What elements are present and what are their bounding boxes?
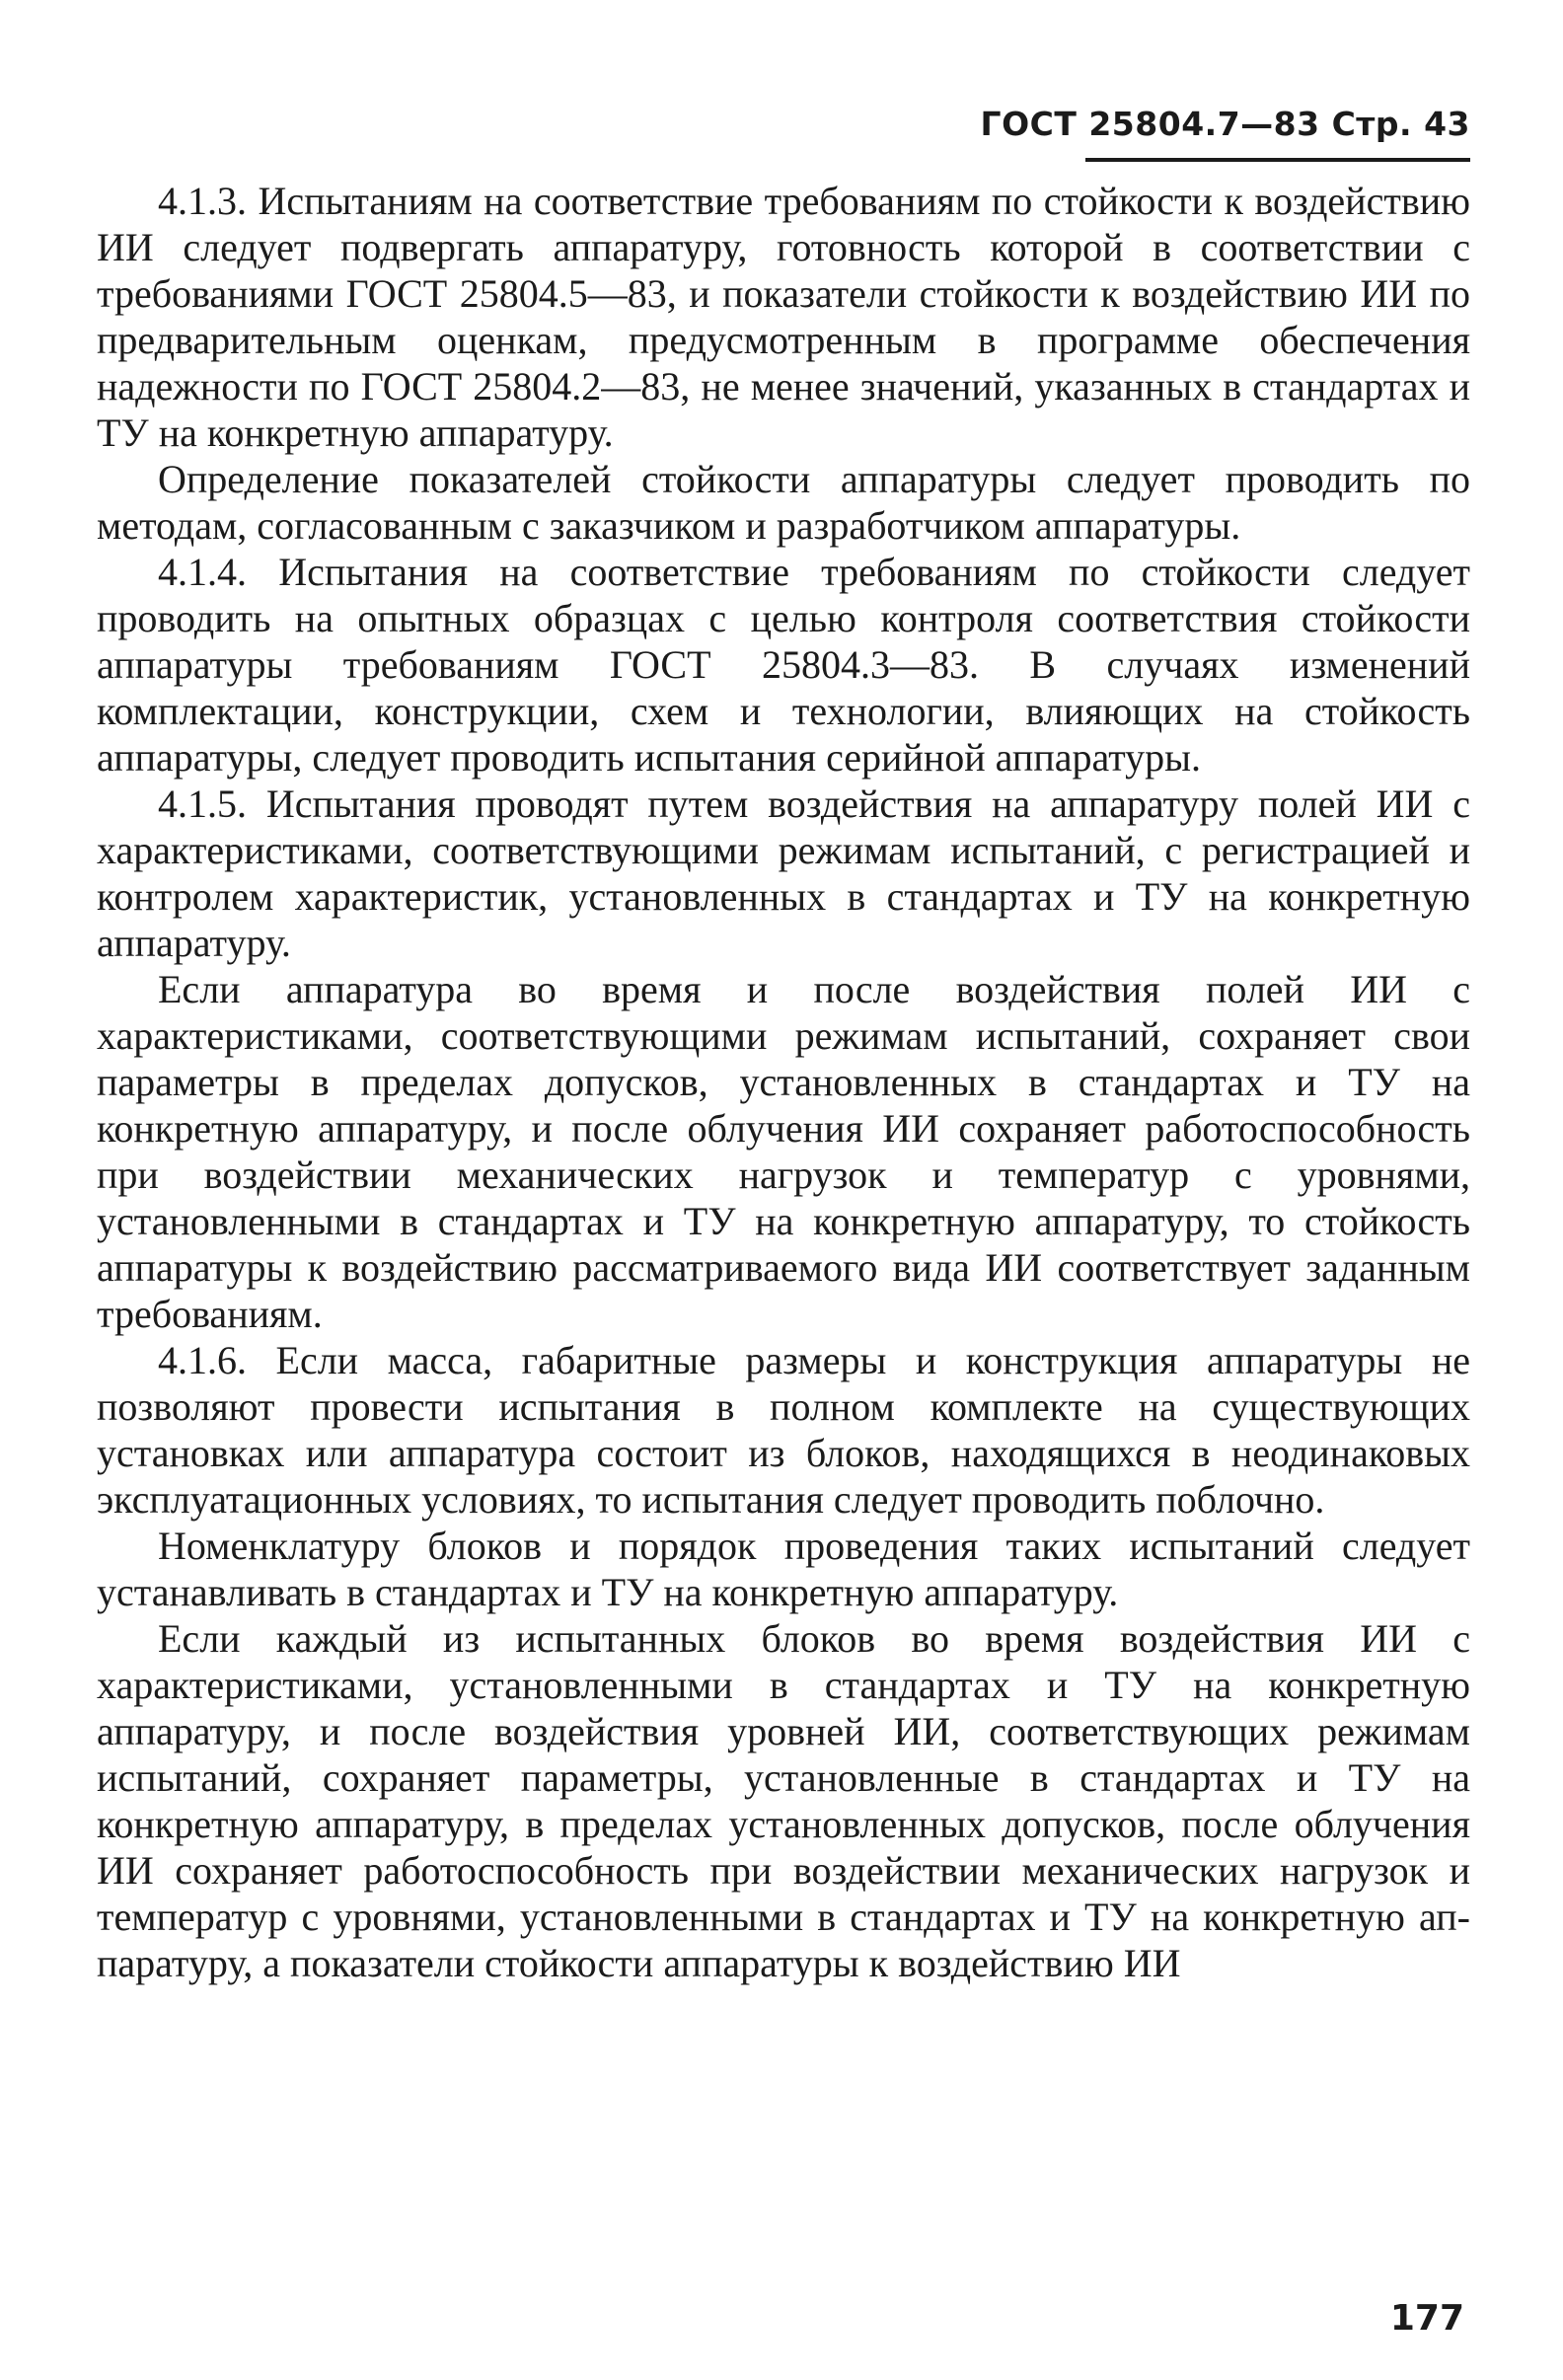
header-rule: [1085, 158, 1470, 162]
paragraph-definition: Определение показателей стойкости аппаратуры следует проводить по методам, согласованным с заказчиком и разработчиком аппаратуры.: [97, 457, 1470, 548]
body-text: [97, 178, 1470, 1986]
paragraph-4-1-5: 4.1.5. Испытания проводят путем воздействия на аппаратуру полей ИИ с характеристиками, соответствующими режимам испытаний, с регистрацией и контролем характеристик, установленных в стандартах и ТУ на конкретную аппаратуру.: [97, 781, 1470, 965]
paragraph-4-1-4: 4.1.4. Испытания на соответствие требованиям по стойкости следует проводить на опытных образцах с целью контроля соответствия стойкости аппаратуры требованиям ГОСТ 25804.3—83. В случаях изменений комплектации, конструкции, схем и технологии, влияющих на стойкость аппаратуры, следует проводить испытания серийной аппаратуры.: [97, 550, 1470, 780]
document-page: [97, 99, 1470, 2339]
running-header: [981, 105, 1470, 143]
paragraph-nomenclature: Номенклатуру блоков и порядок проведения таких испытаний следует устанавливать в стандартах и ТУ на конкретную аппаратуру.: [97, 1524, 1470, 1614]
paragraph-if-each-block: Если каждый из испытанных блоков во время воздействия ИИ с характеристиками, установленными в стандартах и ТУ на конкретную аппаратуру, и после воздействия уровней ИИ, соответствующих режимам испытаний, сохраняет параметры, установленные в стандартах и ТУ на конкретную аппаратуру, в пределах установленных допусков, после облучения ИИ сохраняет работоспособность при воздействии механических нагрузок и температур с уровнями, установленными в стандартах и ТУ на конкретную аппаратуру, а показатели стойкости аппаратуры к воздействию ИИ: [97, 1616, 1470, 1985]
standard-designation: ГОСТ 25804.7—83: [980, 105, 1320, 143]
paragraph-if-apparatus: Если аппаратура во время и после воздействия полей ИИ с характеристиками, соответствующими режимам испытаний, сохраняет свои параметры в пределах допусков, установленных в стандартах и ТУ на конкретную аппаратуру, и после облучения ИИ сохраняет работоспособность при воздействии механических нагрузок и температур с уровнями, установленными в стандартах и ТУ на конкретную аппаратуру, то стойкость аппаратуры к воздействию рассматриваемого вида ИИ соответствует заданным требованиям.: [97, 967, 1470, 1336]
page-number: 177: [1389, 2298, 1464, 2339]
paragraph-4-1-3: 4.1.3. Испытаниям на соответствие требованиям по стойкости к воздействию ИИ следует подвергать аппаратуру, готовность которой в соответствии с требованиями ГОСТ 25804.5—83, и показатели стойкости к воздействию ИИ по предварительным оценкам, предусмотренным в программе обеспечения надежности по ГОСТ 25804.2—83, не менее значений, указанных в стандартах и ТУ на конкретную аппаратуру.: [97, 179, 1470, 455]
paragraph-4-1-6: 4.1.6. Если масса, габаритные размеры и конструкция аппаратуры не позволяют провести испытания в полном комплекте на существующих установках или аппаратура состоит из блоков, находящихся в неодинаковых эксплуатационных условиях, то испытания следует проводить поблочно.: [97, 1338, 1470, 1522]
page-label: Стр. 43: [1331, 105, 1470, 143]
